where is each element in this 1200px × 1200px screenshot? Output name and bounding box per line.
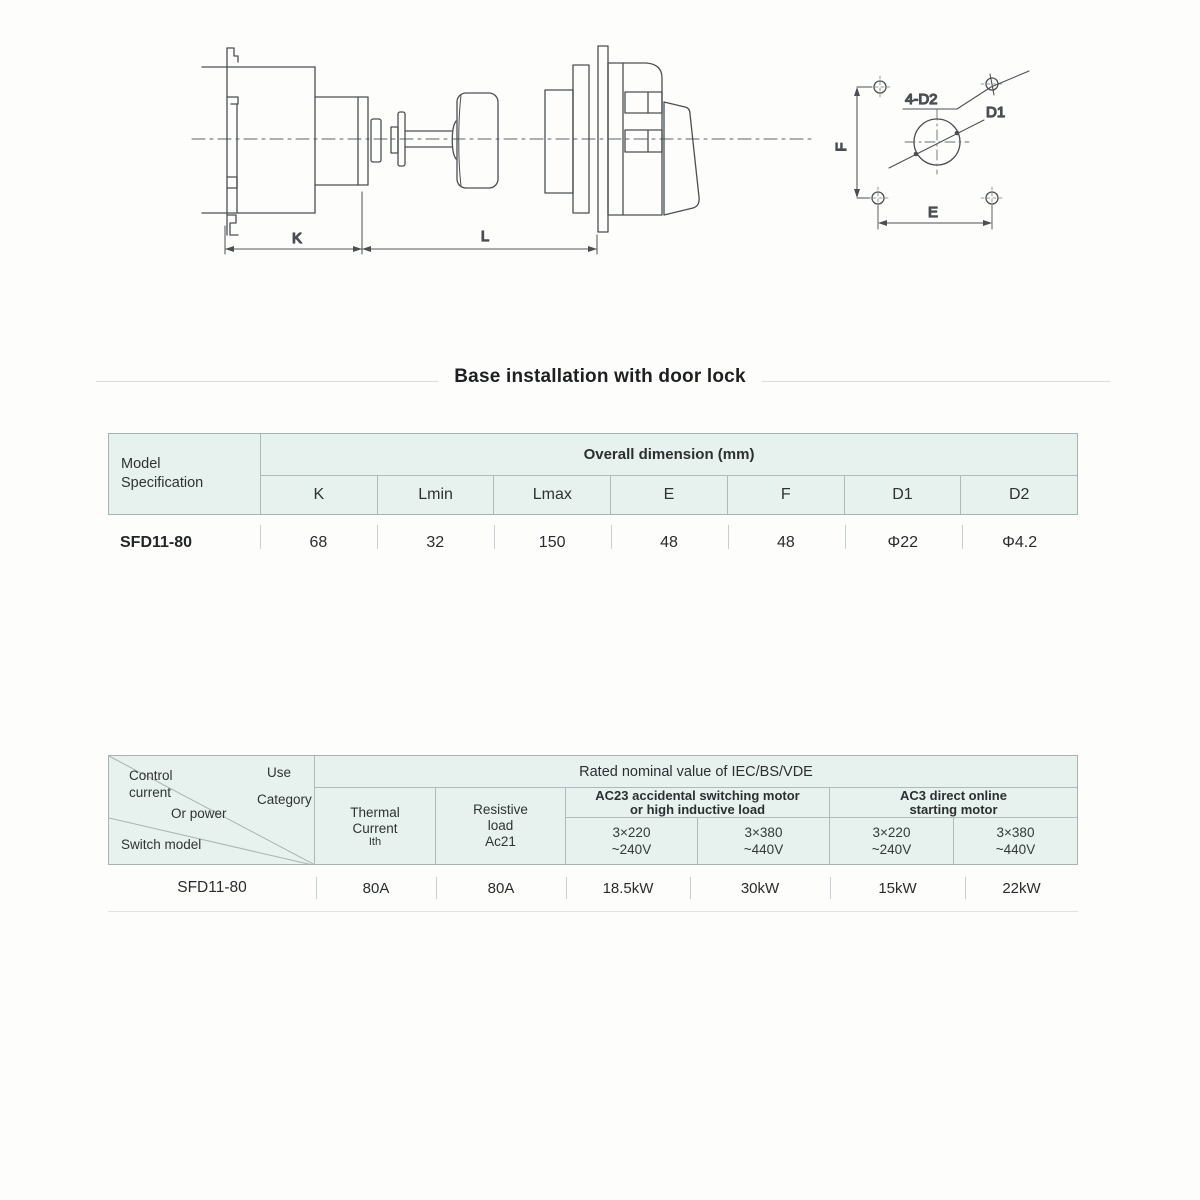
column-header-resistive-load — [435, 788, 565, 864]
handle-knob — [452, 121, 456, 159]
dimension-table — [108, 433, 1078, 571]
voltage-line2: ~440V — [743, 842, 784, 857]
value-f: 48 — [776, 534, 795, 551]
resistive-line2: load — [487, 818, 514, 833]
cell-separator — [728, 525, 729, 549]
mounting-pattern-drawing — [857, 71, 1029, 229]
corner-line-2: Specification — [121, 475, 204, 491]
cell-separator — [260, 525, 261, 549]
corner-label-control: Control — [129, 768, 173, 783]
dimension-columns-region — [261, 434, 1077, 514]
ac23-title-line2: or high inductive load — [629, 801, 766, 817]
side-view-drawing — [192, 46, 812, 235]
column-group-ac3 — [829, 788, 1077, 864]
rating-table — [108, 755, 1078, 912]
column-header-thermal-current — [315, 788, 435, 864]
voltage-line2: ~240V — [611, 842, 652, 857]
subcolumn-ac23-220v — [566, 818, 697, 864]
voltage-line2: ~440V — [995, 842, 1036, 857]
dimension-label-f: F — [833, 142, 850, 152]
rating-columns-region — [315, 756, 1077, 864]
value-k: 68 — [309, 534, 328, 551]
value-e: 48 — [660, 534, 678, 551]
corner-label-switch-model: Switch model — [121, 837, 202, 852]
value-d1: Φ22 — [887, 534, 918, 551]
value-resistive-load: 80A — [487, 879, 515, 897]
ac3-subcolumns — [830, 818, 1077, 864]
value-ac3-380v: 22kW — [1002, 879, 1041, 897]
corner-label-category: Category — [257, 792, 312, 807]
corner-cell-switch-model — [109, 756, 315, 864]
column-header-k: K — [313, 486, 325, 503]
model-cell: SFD11-80 — [120, 534, 193, 551]
group-header-rated-nominal-value: Rated nominal value of IEC/BS/VDE — [315, 756, 1077, 788]
corner-cell-model-specification — [109, 434, 261, 514]
cell-separator — [962, 525, 963, 549]
door-lock-lever — [664, 102, 699, 215]
cell-separator — [845, 525, 846, 549]
voltage-line1: 3×220 — [612, 825, 651, 840]
dimension-label-l: L — [480, 228, 490, 245]
resistive-line1: Resistive — [473, 802, 528, 817]
ac23-subcolumns — [566, 818, 829, 864]
value-lmin: 32 — [426, 534, 445, 551]
subcolumn-ac23-380v — [697, 818, 829, 864]
cell-separator — [690, 877, 691, 899]
cell-separator — [377, 525, 378, 549]
value-d2: Φ4.2 — [1002, 534, 1038, 551]
rating-column-row — [315, 788, 1077, 864]
cell-separator — [436, 877, 437, 899]
voltage-line1: 3×380 — [996, 825, 1035, 840]
page-title: Base installation with door lock — [438, 366, 761, 387]
ac3-group-title — [830, 788, 1077, 818]
cell-separator — [566, 877, 567, 899]
corner-label-use: Use — [267, 765, 292, 780]
dimension-table-header — [108, 433, 1078, 515]
corner-label-current: current — [129, 785, 172, 800]
rating-table-header — [108, 755, 1078, 865]
column-header-row — [261, 476, 1077, 514]
cell-separator — [316, 877, 317, 899]
ac23-title-line1: AC23 accidental switching motor — [595, 787, 800, 803]
cell-separator — [494, 525, 495, 549]
column-group-ac23 — [565, 788, 829, 864]
thermal-symbol: Ith — [368, 835, 382, 848]
dimension-label-d1: D1 — [986, 104, 1006, 121]
cell-separator — [965, 877, 966, 899]
corner-label-or-power: Or power — [171, 806, 227, 821]
corner-line-1: Model — [121, 456, 161, 472]
value-ac23-380v: 30kW — [740, 879, 780, 897]
ac23-group-title — [566, 788, 829, 818]
technical-drawing — [0, 0, 1200, 320]
value-lmax: 150 — [538, 534, 566, 551]
column-header-lmax: Lmax — [493, 476, 610, 514]
dimension-k-l — [225, 192, 597, 254]
dimension-label-e: E — [927, 204, 939, 221]
page-title-wrap — [0, 366, 1200, 388]
cell-separator — [611, 525, 612, 549]
thermal-line2: Current — [352, 820, 398, 836]
column-header-lmin: Lmin — [377, 476, 494, 514]
ac3-title-line1: AC3 direct online — [900, 787, 1007, 803]
column-header-f: F — [727, 476, 844, 514]
column-header-d2: D2 — [960, 476, 1077, 514]
dimension-label-k: K — [291, 230, 303, 247]
thermal-line1: Thermal — [350, 804, 400, 820]
column-header-e: E — [610, 476, 727, 514]
value-ac3-220v: 15kW — [878, 879, 917, 897]
dimension-table-row — [108, 515, 1078, 571]
ac3-title-line2: starting motor — [909, 801, 998, 817]
dimension-label-4-d2: 4-D2 — [905, 91, 938, 108]
voltage-line1: 3×380 — [744, 825, 783, 840]
voltage-line1: 3×220 — [872, 825, 911, 840]
rating-table-row — [108, 865, 1078, 912]
value-thermal-current: 80A — [362, 879, 390, 897]
group-header-overall-dimension: Overall dimension (mm) — [261, 434, 1077, 476]
subcolumn-ac3-380v — [953, 818, 1077, 864]
resistive-symbol: Ac21 — [485, 834, 516, 849]
column-header-d1: D1 — [844, 476, 961, 514]
value-ac23-220v: 18.5kW — [602, 879, 654, 897]
cell-separator — [830, 877, 831, 899]
model-cell: SFD11-80 — [177, 879, 247, 896]
voltage-line2: ~240V — [871, 842, 912, 857]
subcolumn-ac3-220v — [830, 818, 953, 864]
